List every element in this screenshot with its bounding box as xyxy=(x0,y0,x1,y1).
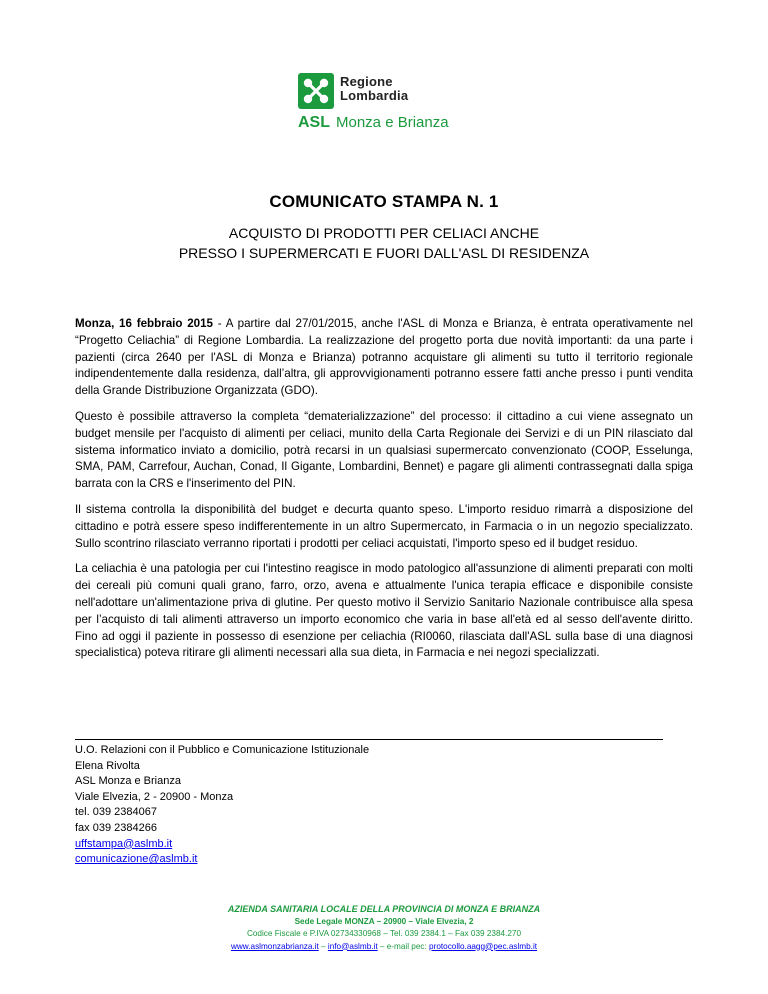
paragraph-3: Il sistema controlla la disponibilità del budget e decurta quanto speso. L'importo residuo rimarrà a disposizione del cittadino e potrà essere speso indifferentemente in un altro Supermercato, in Farmacia o in un negozio specializzato. Sullo scontrino rilasciato verranno riportati i prodotti per celiaci acquistati, l'importo speso ed il budget residuo. xyxy=(75,502,693,550)
logo-region-name: Regione Lombardia xyxy=(340,74,409,103)
footer-seat: Sede Legale MONZA – 20900 – Viale Elvezia, 2 xyxy=(294,916,474,926)
footer-org-name: AZIENDA SANITARIA LOCALE DELLA PROVINCIA DI MONZA E BRIANZA xyxy=(227,904,541,914)
website-link[interactable]: www.aslmonzabrianza.it xyxy=(230,941,319,951)
contact-fax: fax 039 2384266 xyxy=(75,821,157,834)
contact-office: U.O. Relazioni con il Pubblico e Comunicazione Istituzionale xyxy=(75,744,370,756)
contact-address: Viale Elvezia, 2 - 20900 - Monza xyxy=(75,790,234,803)
paragraph-2: Questo è possibile attraverso la completa “dematerializzazione” del processo: il cittadino a cui viene assegnato un budget mensile per l'acquisto di alimenti per celiaci, munito della Carta Regionale dei Servizi e di un PIN rilasciato dal sistema informatico inviato a domicilio, potrà recarsi in un qualsiasi supermercato convenzionato (COOP, Esselunga, SMA, PAM, Carrefour, Auchan, Conad, Il Gigante, Lombardini, Bennet) e pagare gli alimenti contrassegnati dalla spiga barrata con la CRS e l'inserimento del PIN. xyxy=(75,409,693,491)
footer-links: www.aslmonzabrianza.it – info@aslmb.it – e-mail pec: protocollo.aagg@pec.aslmb.it xyxy=(230,941,538,951)
contact-block xyxy=(75,743,369,868)
paragraph-4: La celiachia è una patologia per cui l'intestino reagisce in modo patologico all'assunzione di alimenti preparati con molti dei cereali più comuni quali grano, farro, orzo, avena e attualmente l'unica terapia efficace e disponibile consiste nell'adottare un'alimentazione priva di glutine. Per questo motivo il Servizio Sanitario Nazionale contribuisce alla spesa per l’acquisto di tali alimenti attraverso un importo economico che varia in base all'età ed al sesso dell'avente diritto. Fino ad oggi il paziente in possesso di esenzione per celiachia (RI0060, rilasciata dall'ASL sulla base di una diagnosi specialistica) poteva ritirare gli alimenti necessari alla sua dieta, in Farmacia e nei negozi specializzati. xyxy=(75,562,693,660)
contact-org: ASL Monza e Brianza xyxy=(75,775,181,788)
page-title: COMUNICATO STAMPA N. 1 xyxy=(269,192,499,211)
press-release-body xyxy=(75,316,693,671)
email-link-comunicazione[interactable]: comunicazione@aslmb.it xyxy=(75,853,198,866)
footer-tax-info: Codice Fiscale e P.IVA 02734330968 – Tel. 039 2384.1 – Fax 039 2384.270 xyxy=(246,929,522,938)
divider xyxy=(75,739,663,740)
regione-lombardia-rose-icon xyxy=(298,73,334,109)
paragraph-1: Monza, 16 febbraio 2015 - A partire dal 27/01/2015, anche l'ASL di Monza e Brianza, è entrata operativamente nel “Progetto Celiachia” di Regione Lombardia. La realizzazione del progetto porta due novità importanti: da una parte i pazienti (circa 2640 per l'ASL di Monza e Brianza) potranno acquistare gli alimenti su tutto il territorio regionale indipendentemente dalla residenza, dall’altra, gli approvvigionamenti potranno essere fatti anche presso i punti vendita della Grande Distribuzione Organizzata (GDO). xyxy=(75,317,693,398)
page-subtitle: ACQUISTO DI PRODOTTI PER CELIACI ANCHE PRESSO I SUPERMERCATI E FUORI DALL'ASL DI RESIDENZA xyxy=(178,225,590,261)
email-link-uffstampa[interactable]: uffstampa@aslmb.it xyxy=(75,837,173,850)
pec-email-link[interactable]: protocollo.aagg@pec.aslmb.it xyxy=(429,941,538,951)
dateline: Monza, 16 febbraio 2015 xyxy=(75,317,214,330)
contact-person: Elena Rivolta xyxy=(75,759,140,772)
page-footer xyxy=(0,903,768,953)
contact-tel: tel. 039 2384067 xyxy=(75,806,157,819)
asl-logo xyxy=(298,73,468,133)
info-email-link[interactable]: info@aslmb.it xyxy=(327,941,378,951)
logo-asl-name: ASL Monza e Brianza xyxy=(298,114,449,131)
